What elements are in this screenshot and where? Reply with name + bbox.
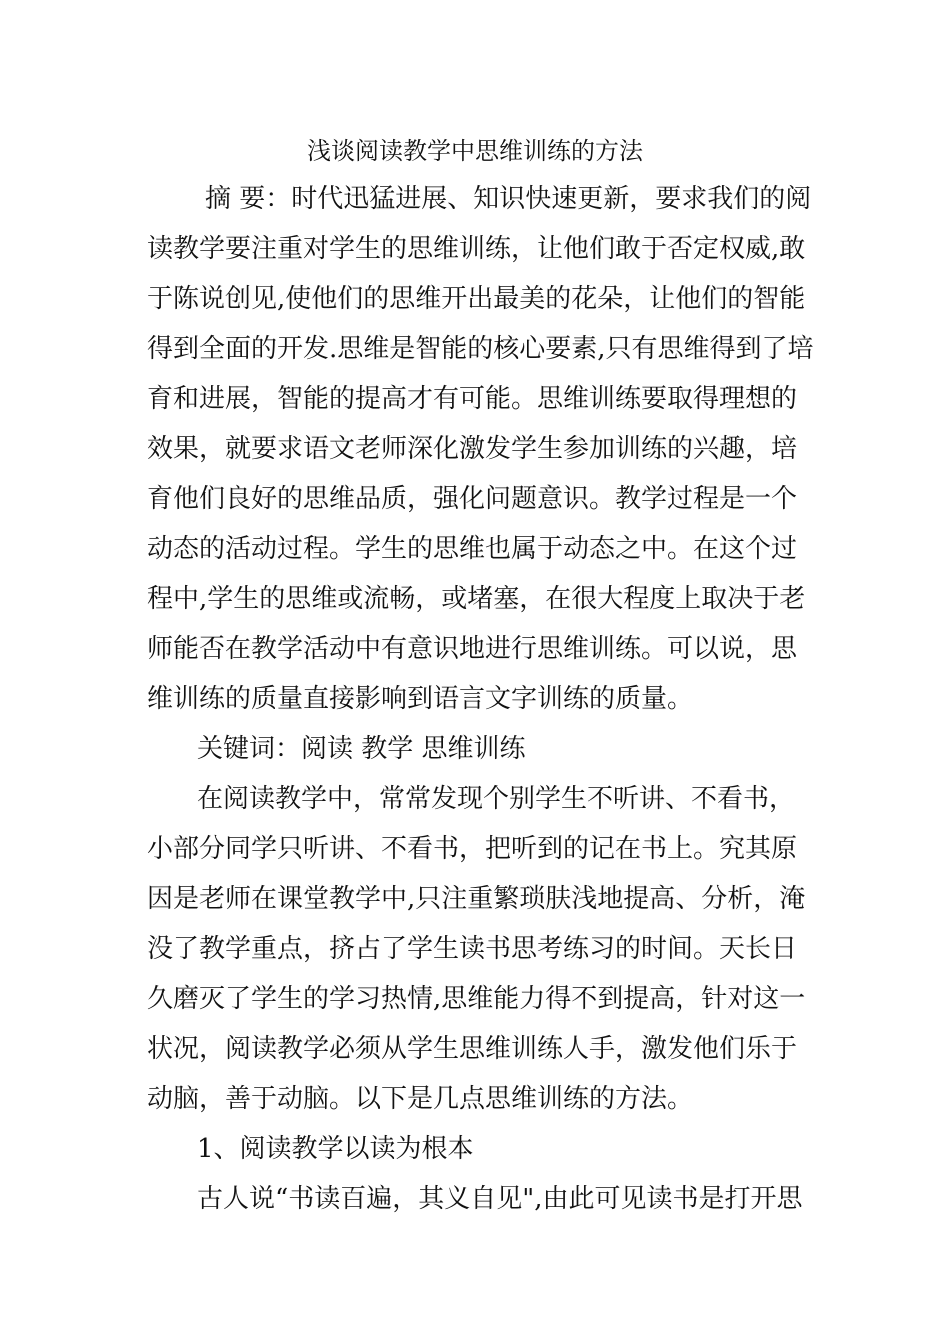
abstract-line: 动态的活动过程。学生的思维也属于动态之中。在这个过 xyxy=(147,534,798,564)
abstract-line: 师能否在教学活动中有意识地进行思维训练。可以说，思 xyxy=(147,634,798,664)
document-title: 浅谈阅读教学中思维训练的方法 xyxy=(307,137,643,165)
abstract-line: 摘 要：时代迅猛进展、知识快速更新，要求我们的阅 xyxy=(205,184,812,214)
abstract-line: 读教学要注重对学生的思维训练，让他们敢于否定权威,敢 xyxy=(147,234,806,264)
abstract-line: 得到全面的开发.思维是智能的核心要素,只有思维得到了培 xyxy=(147,334,814,364)
abstract-line: 育他们良好的思维品质，强化问题意识。教学过程是一个 xyxy=(147,484,798,514)
abstract-line: 程中,学生的思维或流畅，或堵塞，在很大程度上取决于老 xyxy=(147,584,806,614)
abstract-line: 效果，就要求语文老师深化激发学生参加训练的兴趣，培 xyxy=(147,434,798,464)
abstract-line: 于陈说创见,使他们的思维开出最美的花朵，让他们的智能 xyxy=(147,284,806,314)
intro-line: 因是老师在课堂教学中,只注重繁琐肤浅地提高、分析，淹 xyxy=(147,884,806,914)
keywords-line: 关键词：阅读 教学 思维训练 xyxy=(197,734,526,764)
section-body-line: 古人说“书读百遍，其义自见",由此可见读书是打开思 xyxy=(197,1184,803,1214)
section-heading: 1、阅读教学以读为根本 xyxy=(197,1134,474,1164)
intro-line: 状况，阅读教学必须从学生思维训练人手，激发他们乐于 xyxy=(147,1034,798,1064)
abstract-line: 育和进展，智能的提高才有可能。思维训练要取得理想的 xyxy=(147,384,798,414)
intro-line: 动脑，善于动脑。以下是几点思维训练的方法。 xyxy=(147,1084,694,1114)
intro-line: 没了教学重点，挤占了学生读书思考练习的时间。天长日 xyxy=(147,934,798,964)
intro-line: 在阅读教学中，常常发现个别学生不听讲、不看书， xyxy=(197,784,796,814)
abstract-line: 维训练的质量直接影响到语言文字训练的质量。 xyxy=(147,684,694,714)
intro-line: 小部分同学只听讲、不看书，把听到的记在书上。究其原 xyxy=(147,834,798,864)
intro-line: 久磨灭了学生的学习热情,思维能力得不到提高，针对这一 xyxy=(147,984,806,1014)
